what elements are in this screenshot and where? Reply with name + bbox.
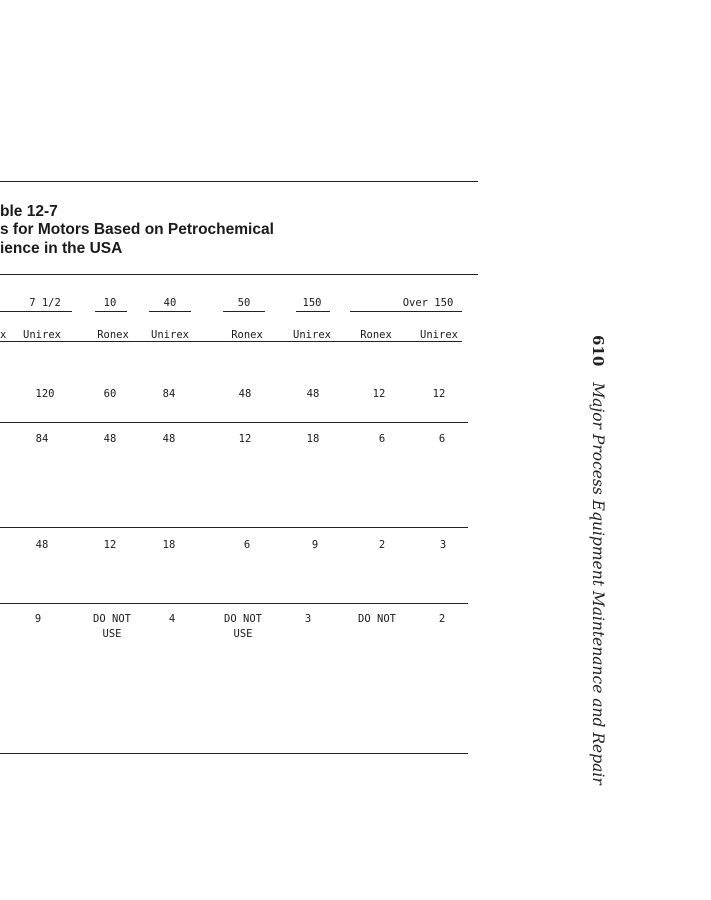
table-cell: 120 [35,388,55,400]
table-title-line-1: ble 12-7 [0,203,58,220]
header-hp-underline [223,311,265,312]
table-cell: 84 [35,433,49,445]
header-grease-underline [0,341,462,342]
header-hp-50: 50 [237,297,251,309]
row-divider-3 [0,603,468,604]
top-rule [0,181,478,182]
table-cell: DO NOT [358,613,396,625]
table-cell: 12 [238,433,252,445]
table-title-line-2: s for Motors Based on Petrochemical [0,221,274,238]
table-cell: USE [102,628,122,640]
table-cell: 48 [238,388,252,400]
bottom-rule [0,753,468,754]
header-grease-ronex: Ronex [231,329,263,341]
table-title-line-3: ience in the USA [0,240,123,257]
header-grease-unirex: Unirex [420,329,458,341]
table-cell: DO NOT [224,613,262,625]
table-cell: 9 [311,539,319,551]
table-cell: 9 [34,613,42,625]
row-divider-1 [0,422,468,423]
table-cell: 48 [306,388,320,400]
header-hp-7-1-2: 7 1/2 [29,297,61,309]
header-hp-150: 150 [302,297,322,309]
table-cell: 3 [439,539,447,551]
table-cell: 84 [162,388,176,400]
header-hp-underline [0,311,72,312]
table-cell: 12 [372,388,386,400]
table-cell: 6 [243,539,251,551]
table-cell: 48 [35,539,49,551]
table-cell: 4 [168,613,176,625]
table-cell: 48 [103,433,117,445]
table-cell: 18 [162,539,176,551]
table-cell: 6 [438,433,446,445]
table-cell: 18 [306,433,320,445]
header-grease-unirex: Unirex [23,329,61,341]
table-cell: 60 [103,388,117,400]
book-title: Major Process Equipment Maintenance and Repair [589,382,607,785]
header-hp-underline [95,311,127,312]
table-cell: 6 [378,433,386,445]
header-grease-cut: x [0,329,7,341]
header-hp-underline [149,311,191,312]
table-cell: 48 [162,433,176,445]
header-grease-ronex: Ronex [97,329,129,341]
table-cell: 12 [103,539,117,551]
table-cell: 3 [304,613,312,625]
header-hp-40: 40 [163,297,177,309]
title-bottom-rule [0,274,478,275]
header-grease-unirex: Unirex [293,329,331,341]
table-cell: DO NOT [93,613,131,625]
header-hp-underline [296,311,330,312]
table-cell: 2 [438,613,446,625]
header-hp-10: 10 [103,297,117,309]
header-grease-ronex: Ronex [360,329,392,341]
table-cell: USE [233,628,253,640]
header-grease-unirex: Unirex [151,329,189,341]
header-hp-underline [350,311,462,312]
page-number: 610 [589,335,607,367]
table-cell: 2 [378,539,386,551]
running-head [582,335,608,785]
header-hp-over-150: Over 150 [402,297,454,309]
row-divider-2 [0,527,468,528]
table-cell: 12 [432,388,446,400]
